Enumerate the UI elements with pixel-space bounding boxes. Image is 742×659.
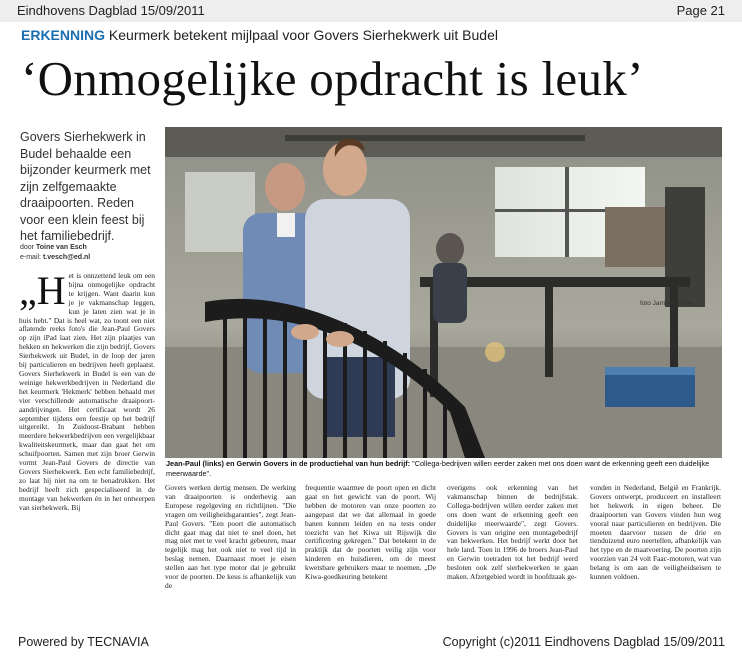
copyright-label: Copyright (c)2011 Eindhovens Dagblad 15/09/2011 xyxy=(442,635,725,649)
kicker-line xyxy=(21,27,498,43)
powered-by-label: Powered by TECNAVIA xyxy=(18,635,149,649)
body-column-1-text: et is onnzettend leuk om een bijna onmogelijke opdracht te krijgen. Want daarin kun je je vakmanschap leggen, kun je laten zien wat je in huis hebt." Dat is heel wat, zo toont een niet aflatende reeks foto's die Jean-Paul Govers op zijn iPad laat zien. Het zijn plaatjes van hekken en hekwerken die zijn bedrijf, Govers Sierhekwerk uit Budel, in de loop der jaren bij particulieren en bedrijven heeft geplaatst. Govers Sierhekwerk in Budel is een van de weinige hekwerkbedrijven in Nederland die het keurmerk 'Hekmerk' hebben behaald met vier verschillende automatische draaipoort-aandrijvingen. Het certificaat wordt 26 september tijdens een feestje op het bedrijf uitgereikt. In Zuidoost-Brabant hebben meerdere hekwerkbedrijven een vergelijkbaar kwaliteitskeurmerk, maar dan gaat het om schuifpoorten. Samen met zijn broer Gerwin vormt Jean-Paul Govers de directie van Govers Sierhekwerk. Een echt familiebedrijf, zo laat hij niet na om te benadrukken. Het bedrijf heeft zich gespecialiseerd in de montage van hekwerken én in het ontwerpen van sierhekwerk. Bij xyxy=(19,272,155,512)
byline-prefix: door xyxy=(20,244,35,251)
byline xyxy=(20,243,160,263)
body-column-2: Govers werken dertig mensen. De werking van draaipoorten is onderhevig aan Europese regelgeving en richtlijnen. "Die vragen om veiligheidsgaranties", zegt Jean-Paul Govers. "Een poort die automatisch dicht gaat mag dat niet te snel doen, het mag niet met te veel kracht gebeuren, maar tegelijk mag het ook niet te veel tijd in beslag nemen. Daarnaast moet je eisen stellen aan het type motor dat je gebruikt voor de poorten. De keus is afhankelijk van de xyxy=(165,484,296,590)
body-column-1 xyxy=(19,272,155,628)
article-intro: Govers Sierhekwerk in Budel behaalde een bijzonder keurmerk met zijn zelfgemaakte draaipoorten. Reden voor een klein feest bij het familiebedrijf. xyxy=(20,130,151,243)
byline-email: t.vesch@ed.nl xyxy=(42,254,91,261)
caption-subjects: Jean-Paul (links) en Gerwin Govers in de productiehal van hun bedrijf: xyxy=(166,459,411,468)
kicker-tag: ERKENNING xyxy=(21,27,106,43)
body-column-3: frequentie waarmee de poort open en dicht gaat en het gewicht van de poort. Wij hebben de motoren van onze poorten zo aangepast dat we dat allemaal in goede banen kunnen leiden en na tests onder toezicht van het Kiwa uit Rijswijk die certificering gekregen." Dat betekent in de praktijk dat de poorten veilig zijn voor kinderen en huisdieren, om de meest kwetsbare gebruikers maar te noemen. „De Kiwa-goedkeuring betekent xyxy=(305,484,436,582)
photo-credit: foto Jarriaan Balke xyxy=(640,300,695,307)
kicker-subhead: Keurmerk betekent mijlpaal voor Govers Sierhekwerk uit Budel xyxy=(108,27,498,43)
caption-quote: "Collega-bedrijven willen eerder zaken met ons doen want de erkenning geeft een duidelijke meerwaarde". xyxy=(166,459,710,478)
body-column-4: overigens ook erkenning van het vakmanschap binnen de bedrijfstak. Collega-bedrijven willen eerder zaken met ons doen want de erkenning geeft een duidelijke meerwaarde", zegt Govers. Govers is van origine een montagebedrijf van hekwerken. Het bedrijf werkt door het hele land. Toen in 1996 de broers Jean-Paul en Gerwin toetraden tot het bedrijf werd besloten ook zelf sierhekwerken te gaan maken. Afzetgebied wordt in hoofdzaak ge- xyxy=(447,484,578,582)
body-column-5: vonden in Nederland, België en Frankrijk. Govers ontwerpt, produceert en installeert het hekwerk in eigen beheer. De draaipoorten van Govers vinden hun weg vooral naar particulieren en bedrijven. Die moeten daarvoor tussen de drie en tienduizend euro neertellen, afhankelijk van het type en de maatvoering. De poorten zijn voorzien van 24 volt Faac-motoren, wat van belang is om aan de veiligheidseisen te kunnen voldoen. xyxy=(590,484,721,582)
drop-cap: „H xyxy=(19,272,66,313)
page-header-bar xyxy=(0,0,742,22)
article-headline: ‘Onmogelijke opdracht is leuk’ xyxy=(21,51,644,106)
photo-caption xyxy=(166,459,724,479)
byline-email-prefix: e-mail: xyxy=(20,254,42,261)
page-number: Page 21 xyxy=(676,3,725,18)
article-photo xyxy=(165,127,722,458)
workshop-photo-illustration xyxy=(165,127,722,458)
byline-author: Toine van Esch xyxy=(35,244,87,251)
page-footer xyxy=(0,631,742,659)
publication-label: Eindhovens Dagblad 15/09/2011 xyxy=(17,3,205,18)
